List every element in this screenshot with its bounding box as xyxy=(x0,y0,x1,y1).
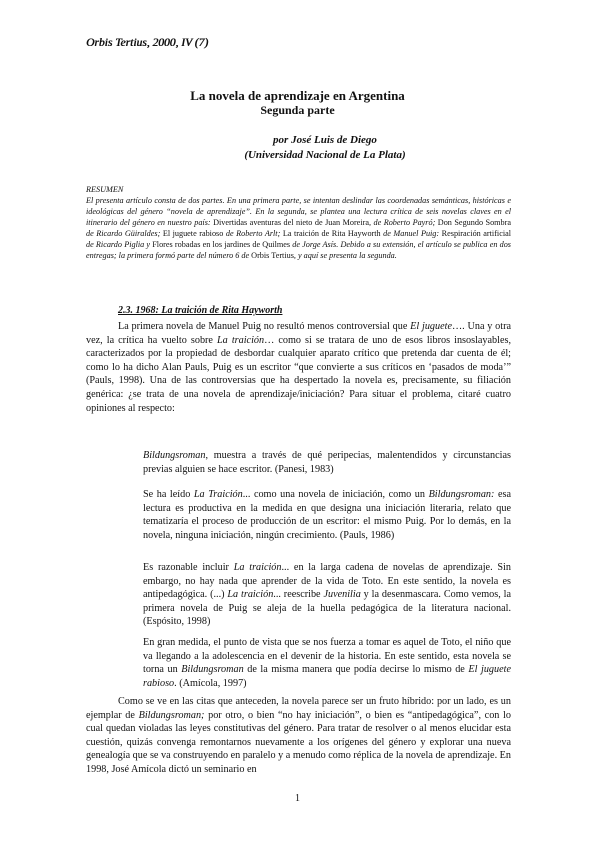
abstract-label: RESUMEN xyxy=(86,185,124,194)
block-quote: Es razonable incluir La traición... en la larga cadena de novelas de aprendizaje. Sin embargo, no hay nada que aprender de la vida de Toto. En este sentido, la novela es antipedagógica. (...) La traición... reescribe Juvenilia y la desenmascara. Como vemos, la primera novela de Puig se aleja de la huella pedagógica de la literatura nacional. (Espósito, 1998) xyxy=(143,562,511,628)
author-name: por José Luis de Diego xyxy=(273,134,377,146)
abstract xyxy=(86,184,511,261)
article-title: La novela de aprendizaje en Argentina xyxy=(190,88,405,103)
body-paragraph: La primera novela de Manuel Puig no resultó menos controversial que El juguete…. Una y otra vez, la crítica ha vuelto sobre La traición… como si se tratara de uno de esos libros insoslayables, caracterizados por la propiedad de desbordar cualquier aparato crítico que pretenda dar cuenta de él; como lo ha dicho Alan Pauls, Puig es un escritor “que convierte a sus críticos en ‘pasados de moda’” (Pauls, 1998). Una de las controversias que ha despertado la novela es, precisamente, su filiación genérica: ¿se trata de una novela de aprendizaje/iniciación? Para situar el problema, citaré cuatro opiniones al respecto: xyxy=(86,321,512,414)
block-quote: En gran medida, el punto de vista que se nos fuerza a tomar es aquel de Toto, el niño que va llegando a la adolescencia en el devenir de la historia. En este sentido, esta novela se torna un Bildungsroman de la misma manera que podía decirse lo mismo de El juguete rabioso. (Amícola, 1997) xyxy=(143,637,511,689)
article-subtitle: Segunda parte xyxy=(260,103,335,117)
body-paragraph: Como se ve en las citas que anteceden, la novela parece ser un fruto híbrido: por un lado, es un ejemplar de Bildungsroman; por otro, o bien “no hay iniciación”, o bien es “antipedagógica”, con lo cual quedan violadas las leyes constitutivas del género. Para tratar de resolver o al menos elucidar esta cuestión, quizás convenga remontarnos nuevamente a los orígenes del género y explorar una nueva genealogía que se va construyendo en paralelo y a menudo como réplica de la novela de aprendizaje. En 1998, José Amícola dictó un seminario en xyxy=(86,696,511,775)
abstract-text: El presenta artículo consta de dos partes. En una primera parte, se intentan deslindar las coordenadas semánticas, históricas e ideológicas del género “novela de aprendizaje”. En la segunda, se plantea una lectura crítica de seis novelas claves en el itinerario del género en nuestro país: Divertidas aventuras del nieto de Juan Moreira, de Roberto Payró; Don Segundo Sombra de Ricardo Güiraldes; El juguete rabioso de Roberto Arlt; La traición de Rita Hayworth de Manuel Puig: Respiración artificial de Ricardo Piglia y Flores robadas en los jardines de Quilmes de Jorge Asís. Debido a su extensión, el artículo se publica en dos entregas; la primera formó parte del número 6 de Orbis Tertius, y aquí se presenta la segunda. xyxy=(86,196,512,260)
block-quote: Se ha leído La Traición... como una novela de iniciación, como un Bildungsroman: esa lectura es productiva en la medida en que designa una iniciación literaria, relato que tematizaría el proceso de producción de un escritor: el mismo Puig. Por lo demás, en la novela, ninguna iniciación, ningún crecimiento. (Pauls, 1986) xyxy=(143,489,511,541)
author-institution: (Universidad Nacional de La Plata) xyxy=(244,149,406,161)
section-heading: 2.3. 1968: La traición de Rita Hayworth xyxy=(118,305,283,316)
page-number: 1 xyxy=(295,793,300,804)
running-head: Orbis Tertius, 2000, IV (7) xyxy=(86,37,209,49)
block-quote: Bildungsroman, muestra a través de qué peripecias, malentendidos y circunstancias previas alguien se hace escritor. (Panesi, 1983) xyxy=(143,450,511,475)
